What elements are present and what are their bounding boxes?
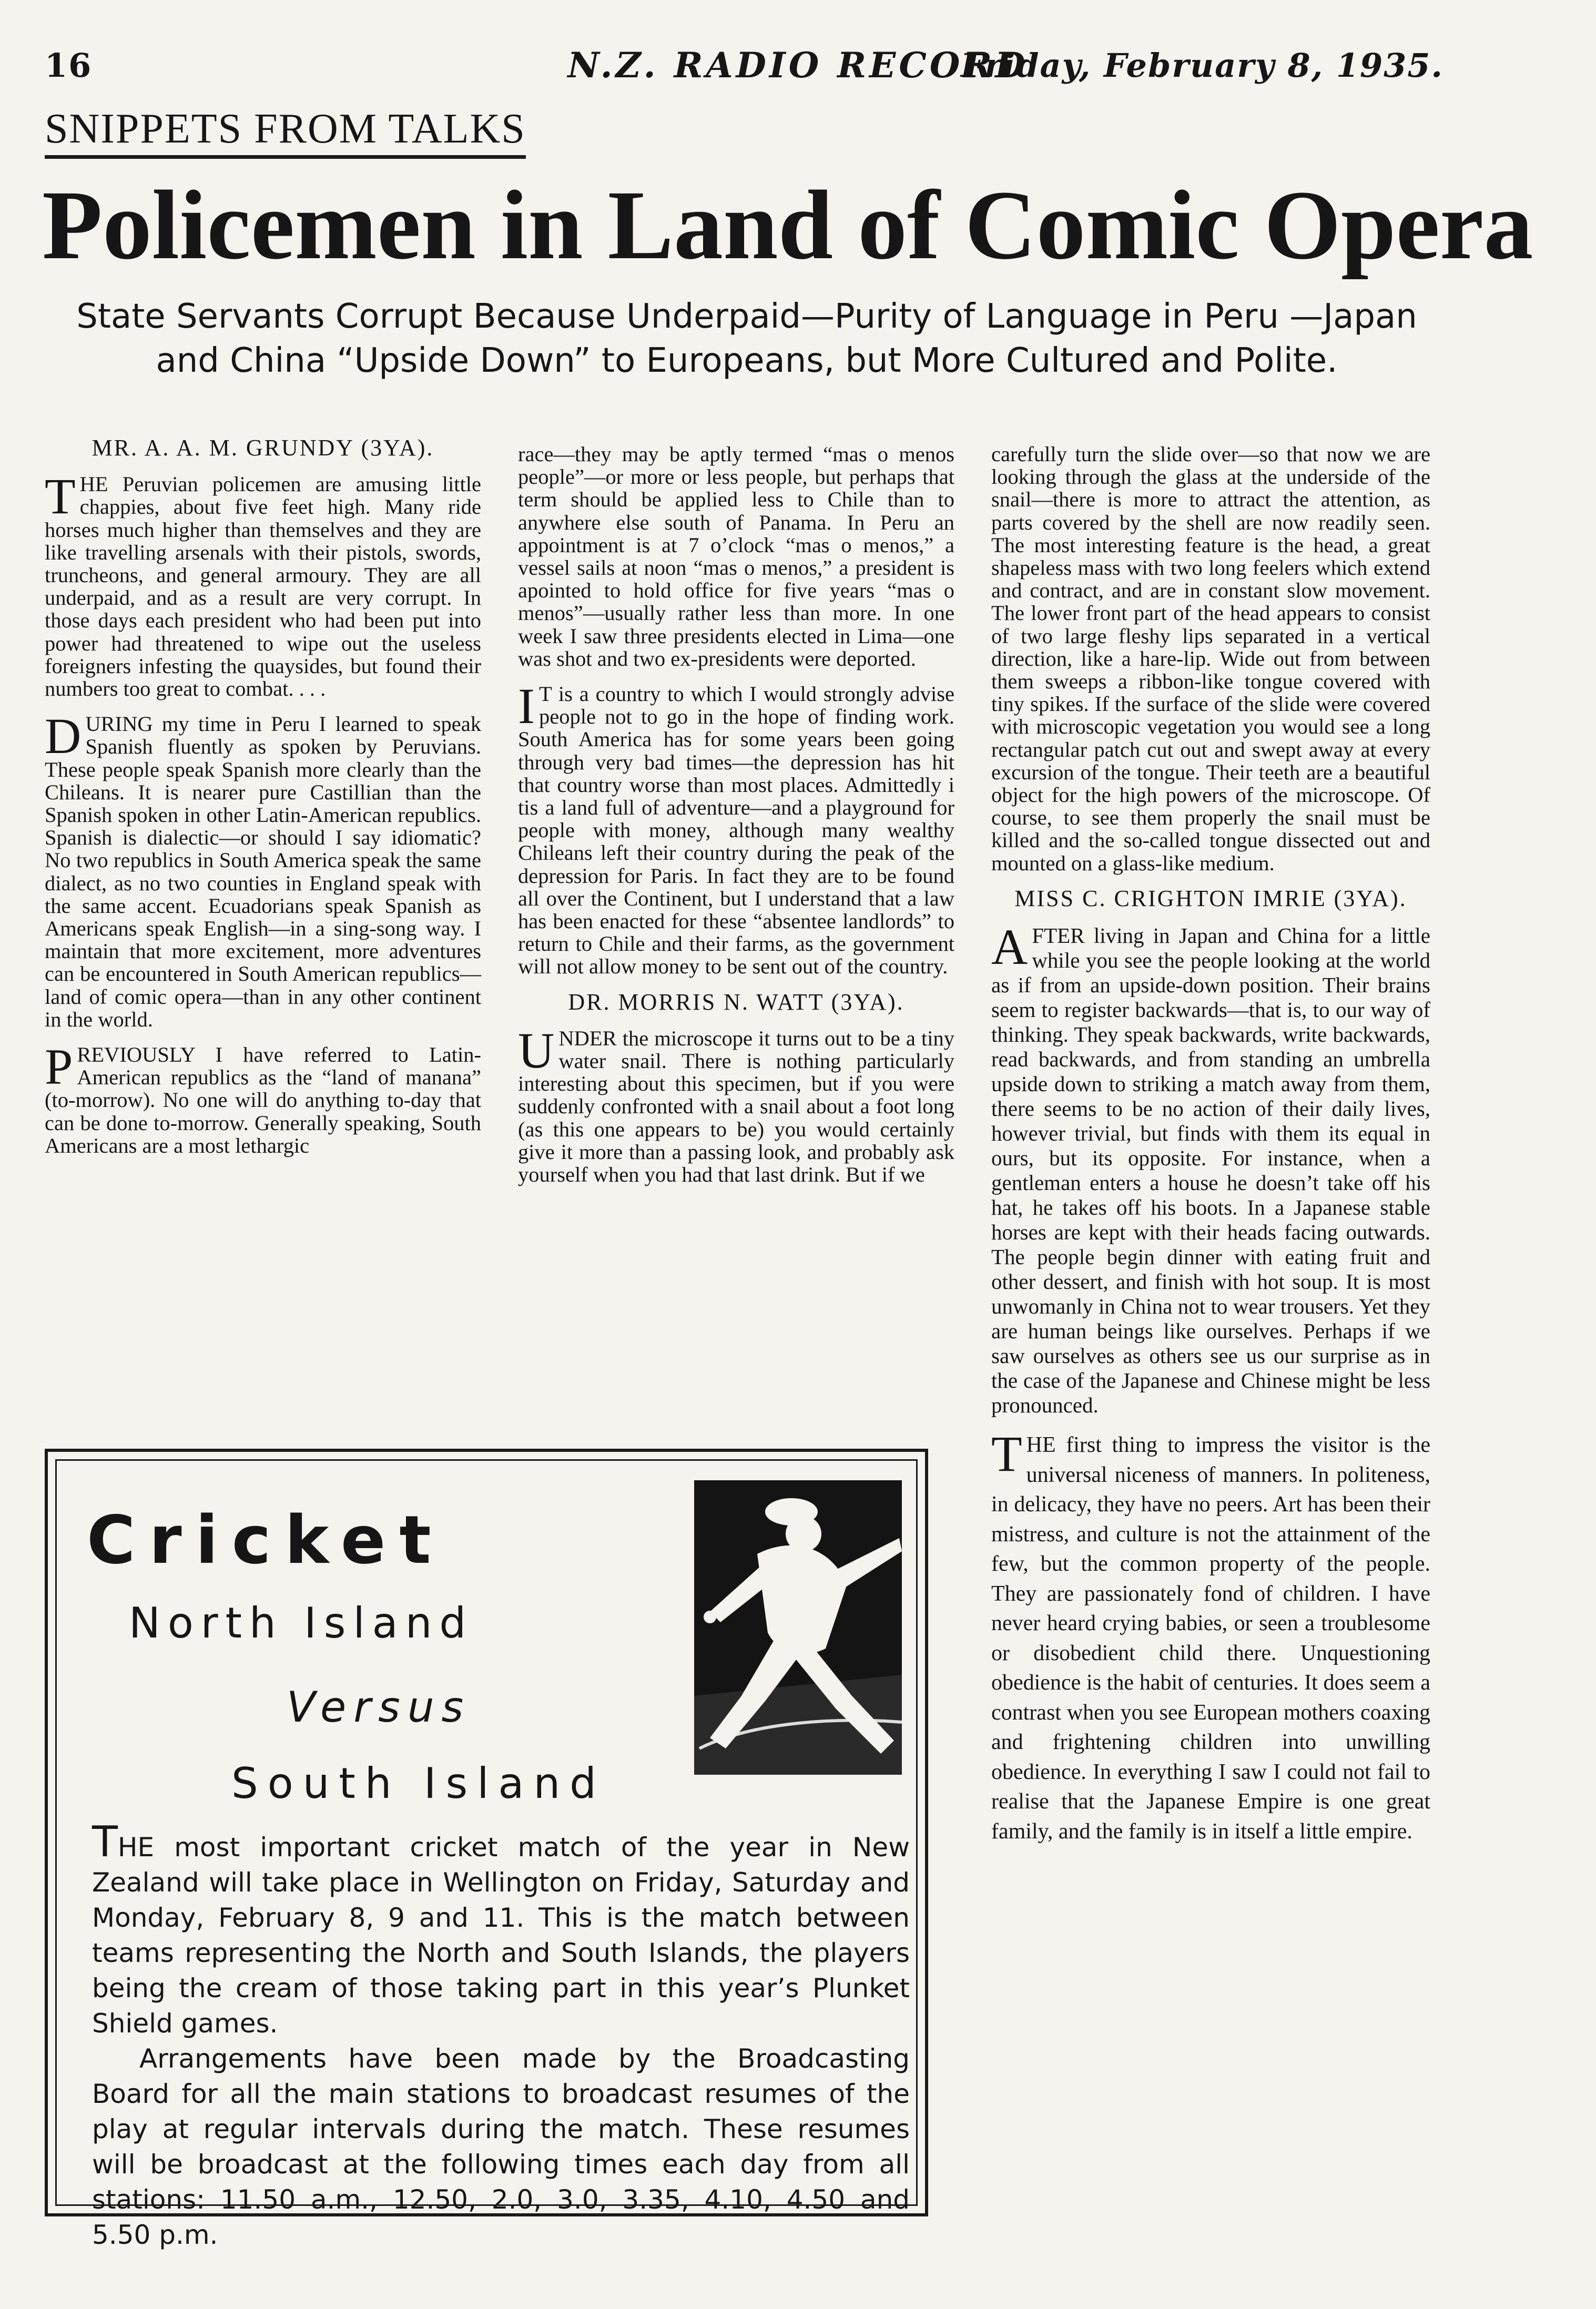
drop-cap: I [518, 678, 535, 735]
article-column-1 [45, 436, 481, 1436]
paragraph [991, 1426, 1430, 1846]
article-column-2 [518, 443, 954, 1426]
drop-cap: T [92, 1817, 118, 1866]
paragraph-text: FTER living in Japan and China for a little while you see the people looking at the world as if from an upside-down position. Their brains seem to register backwards—that is, to our way of thinking. They speak backwards, write backwards, read backwards, and from standing an umbrella upside down to striking a match away from them, there seems to be no action of their daily lives, however trivial, but finds with them its equal in ours, but its opposite. For instance, when a gentleman enters a house he doesn’t take off his hat, he takes off his boots. In a Japanese stable horses are kept with their heads facing outwards. The people begin dinner with eating fruit and other dessert, and finish with hot soup. It is most unwomanly in China not to wear trousers. Yet they are human beings like ourselves. Perhaps if we saw ourselves as others see us our surprise as in the case of the Japanese and Chinese might be less pronounced. [991, 923, 1430, 1418]
subheadline: State Servants Corrupt Because Underpaid—Purity of Language in Peru —Japan and China “Upside Down” to Europeans, but More Cultured and Polite. [76, 297, 1417, 380]
ad-paragraph-text: HE most important cricket match of the year in New Zealand will take place in Wellington on Friday, Saturday and Monday, February 8, 9 and 11. This is the match between teams representing the North and South Islands, the players being the cream of those taking part in this year’s Plunket Shield games. [92, 1832, 910, 2039]
paragraph [45, 708, 481, 1031]
paragraph-text: REVIOUSLY I have referred to Latin-American republics as the “land of manana” (to-morrow). No one will do anything to-day that can be done to-morrow. Generally speaking, South Americans are a most lethargic [45, 1043, 481, 1157]
publication-title: N.Z. RADIO RECORD [567, 45, 1029, 86]
article-column-3 [991, 443, 1430, 2273]
paragraph [518, 1022, 954, 1187]
paragraph [45, 1039, 481, 1157]
paragraph-text: URING my time in Peru I learned to speak Spanish fluently as spoken by Peruvians. These people speak Spanish more clearly than the Chileans. It is nearer pure Castillian than the Spanish spoken in other Latin-American republics. Spanish is dialectic—or should I say idiomatic? No two republics in South America speak the same dialect, as no two counties in England speak with the same accent. Ecuadorians speak Spanish as Americans speak English—in a sing-song way. I maintain that more excitement, more adventures can be encountered in South American republics—land of comic opera—than in any other continent in the world. [45, 712, 481, 1031]
ad-paragraph [92, 1817, 910, 2041]
ad-team-1: North Island [129, 1599, 474, 1647]
section-label: SNIPPETS FROM TALKS [45, 105, 526, 159]
ad-paragraph: Arrangements have been made by the Broadcasting Board for all the main stations to broadcast resumes of the play at regular intervals during the match. These resumes will be broadcast at the following times each day from all stations: 11.50 a.m., 12.50, 2.0, 3.0, 3.35, 4.10, 4.50 and 5.50 p.m. [92, 2043, 910, 2250]
paragraph-text: HE first thing to impress the visitor is the universal niceness of manners. In politeness, in delicacy, they have no peers. Art has been their mistress, and culture is not the attainment of the few, but the common property of the people. They are passionately fond of children. I have never heard crying babies, or seen a troublesome or disobedient child there. Unquestioning obedience is the habit of centuries. It does seem a contrast when you see European mothers coaxing and frightening children into unwilling obedience. In everything I saw I could not fail to realise that the Japanese Empire is one great family, and the family is in itself a little empire. [991, 1433, 1430, 1844]
byline-watt: DR. MORRIS N. WATT (3YA). [568, 989, 904, 1015]
headline: Policemen in Land of Comic Opera [42, 170, 1533, 280]
drop-cap: T [45, 468, 76, 525]
paragraph [991, 919, 1430, 1418]
issue-date: Friday, February 8, 1935. [961, 46, 1443, 85]
drop-cap: A [991, 919, 1028, 975]
page-number: 16 [45, 46, 93, 85]
cricket-bowler-illustration [678, 1475, 910, 1788]
paragraph-text: HE Peruvian policemen are amusing little chappies, about five feet high. Many ride horses much higher than themselves and they are like travelling arsenals with their pistols, swords, truncheons, and general armoury. They are all underpaid, and as a result are very corrupt. In those days each president who had been put into power had threatened to wipe out the useless foreigners infesting the quaysides, but found their numbers too great to combat. . . . [45, 472, 481, 701]
drop-cap: U [518, 1022, 555, 1079]
drop-cap: D [45, 708, 82, 765]
ad-body [92, 1817, 910, 2253]
ad-versus: Versus [287, 1683, 471, 1732]
byline-imrie: MISS C. CRIGHTON IMRIE (3YA). [1014, 885, 1407, 911]
paragraph-text: NDER the microscope it turns out to be a tiny water snail. There is nothing particularly interesting about this specimen, but if you were suddenly confronted with a snail about a foot long (as this one appears to be) you would certainly give it more than a passing look, and probably ask yourself when you had that last drink. But if we [518, 1026, 954, 1187]
ad-title: Cricket [87, 1501, 445, 1579]
drop-cap: T [991, 1426, 1022, 1482]
paragraph: race—they may be aptly termed “mas o menos people”—or more or less people, but perhaps that term should be applied less to Chile than to anywhere else south of Panama. In Peru an appointment is at 7 o’clock “mas o menos,” a vessel sails at noon “mas o menos,” a president is apointed to hold office for five years “mas o menos”—usually rather less than more. In one week I saw three presidents elected in Lima—one was shot and two ex-presidents were deported. [518, 442, 954, 670]
drop-cap: P [45, 1039, 73, 1095]
paragraph: carefully turn the slide over—so that now we are looking through the glass at the underside of the snail—there is more to attract the attention, as parts covered by the shell are now readily seen. The most interesting feature is the head, a great shapeless mass with two long feelers which extend and contract, and are in constant slow movement. The lower front part of the head appears to consist of two large fleshy lips separated in a vertical direction, like a hare-lip. Wide out from between them sweeps a ribbon-like tongue covered with tiny spikes. If the surface of the slide were covered with microscopic vegetation you would see a long rectangular patch cut out and swept away at every excursion of the tongue. Their teeth are a beautiful object for the high powers of the microscope. Of course, to see them properly the snail must be killed and the so-called tongue dissected out and mounted on a glass-like medium. [991, 442, 1430, 875]
ad-team-2: South Island [231, 1759, 606, 1808]
paragraph [45, 468, 481, 701]
byline-grundy: MR. A. A. M. GRUNDY (3YA). [92, 435, 434, 461]
paragraph-text: T is a country to which I would strongly advise people not to go in the hope of finding work. South America has for some years been going through very bad times—the depression has hit that country worse than most places. Admittedly i tis a land full of adventure—and a playground for people with money, although many wealthy Chileans left their country during the peak of the depression for Paris. In fact they are to be found all over the Continent, but I understand that a law has been enacted for these “absentee landlords” to return to Chile and their farms, as the government will not allow money to be sent out of the country. [518, 682, 954, 979]
paragraph [518, 678, 954, 979]
